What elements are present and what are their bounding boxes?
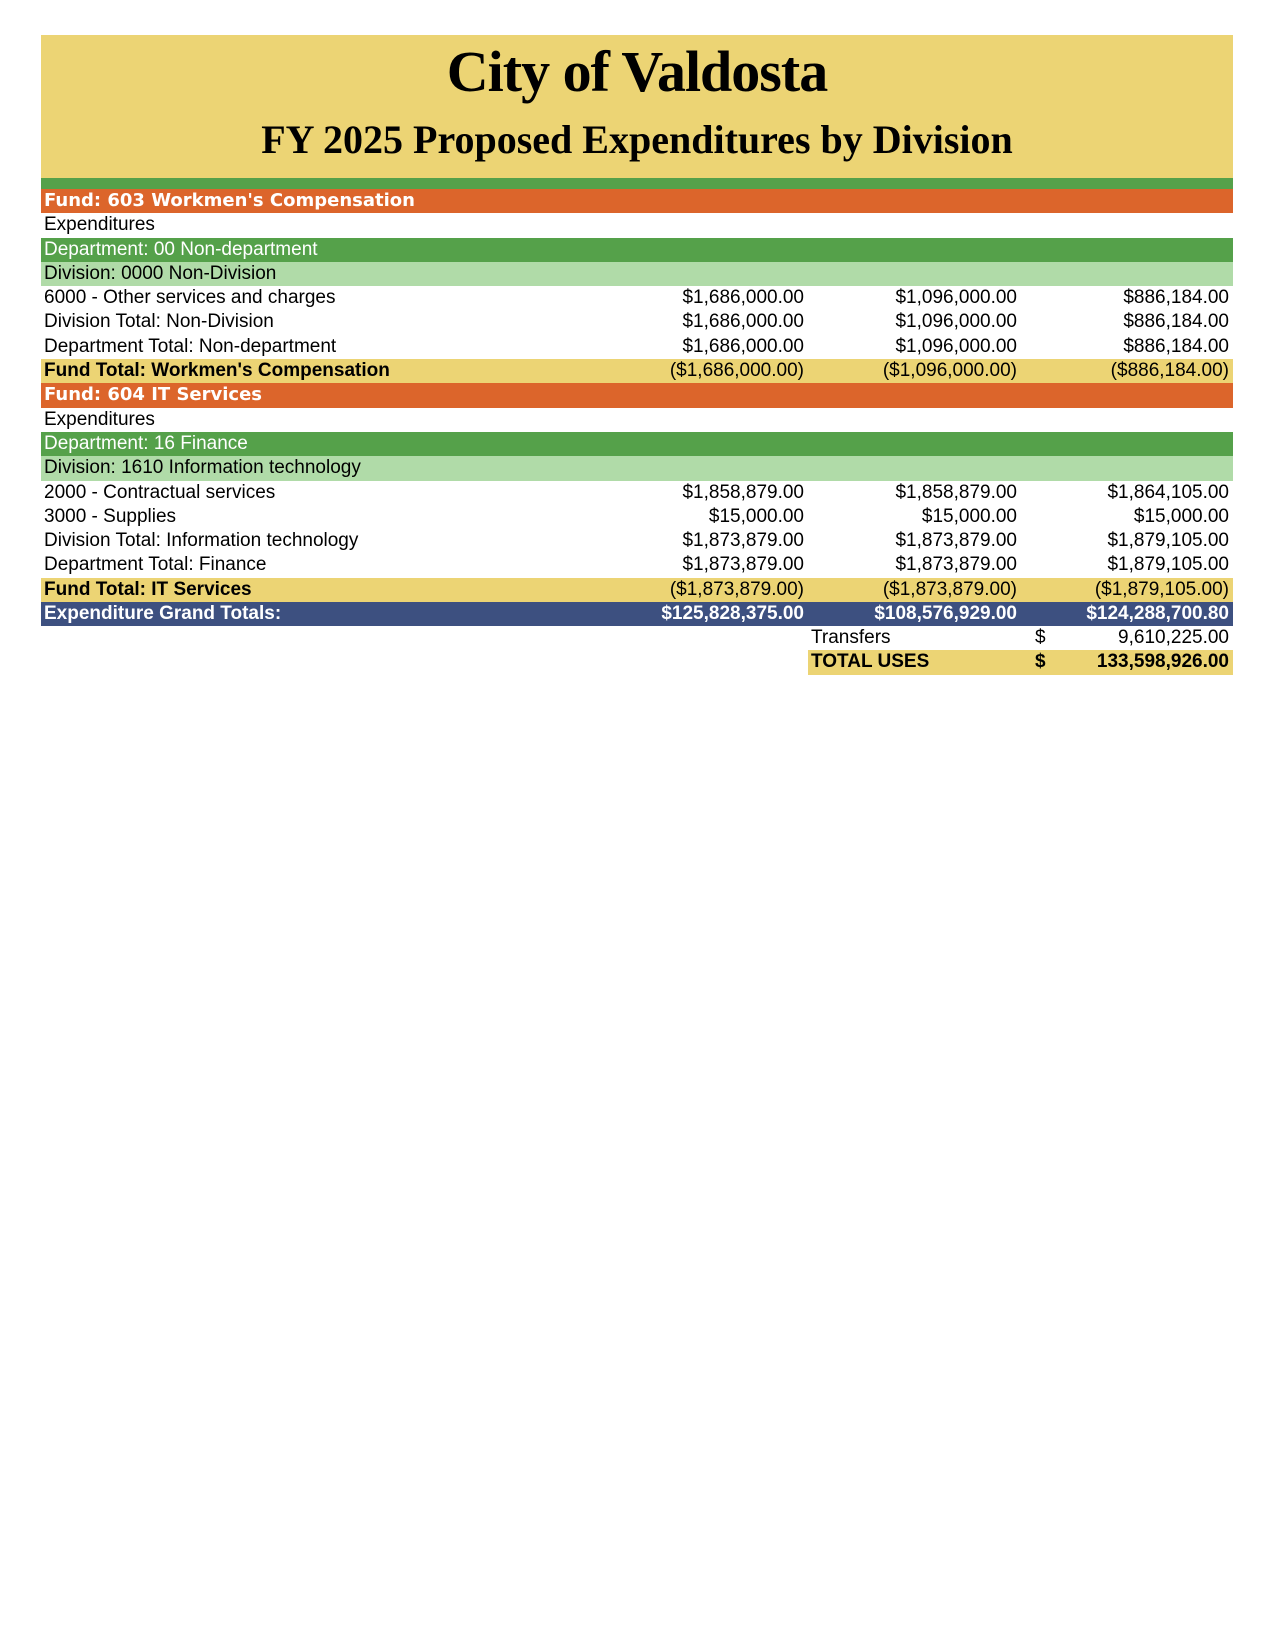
department-label: Department: 00 Non-department <box>44 238 318 260</box>
fund-label: Fund: 604 IT Services <box>44 384 263 406</box>
grand-total-row <box>41 602 1233 626</box>
department-total-label: Department Total: Finance <box>44 554 267 576</box>
total-uses-row <box>808 650 1233 674</box>
report-subtitle: FY 2025 Proposed Expenditures by Division <box>261 117 1013 162</box>
department-header-row <box>41 238 1233 262</box>
amount-col-3: $886,184.00 <box>1123 311 1229 333</box>
line-item-row <box>41 505 1233 529</box>
fund-total-row <box>41 359 1233 383</box>
amount-col-1: $125,828,375.00 <box>661 603 804 625</box>
grand-total-label: Expenditure Grand Totals: <box>44 603 282 625</box>
amount-col-2: $1,096,000.00 <box>895 311 1017 333</box>
line-item-label: 6000 - Other services and charges <box>44 287 336 309</box>
fund-total-label: Fund Total: IT Services <box>44 578 252 600</box>
division-total-label: Division Total: Information technology <box>44 530 359 552</box>
amount-col-2: $108,576,929.00 <box>874 603 1017 625</box>
section-label: Expenditures <box>44 214 155 236</box>
currency-symbol: $ <box>1035 627 1046 648</box>
amount-col-1: $1,686,000.00 <box>682 287 804 309</box>
fund-header-row <box>41 189 1233 213</box>
amount-col-3: $886,184.00 <box>1123 335 1229 357</box>
section-row <box>41 408 1233 432</box>
section-label: Expenditures <box>44 408 155 430</box>
department-total-label: Department Total: Non-department <box>44 335 337 357</box>
amount-col-3: $124,288,700.80 <box>1086 603 1229 625</box>
expenditure-table <box>41 189 1233 626</box>
amount-col-3: $15,000.00 <box>1133 505 1229 527</box>
line-item-row <box>41 286 1233 310</box>
transfers-row <box>808 626 1233 650</box>
total-uses-amount: 133,598,926.00 <box>1096 651 1229 673</box>
amount-col-1: $1,858,879.00 <box>682 481 804 503</box>
uses-summary <box>808 626 1233 675</box>
amount-col-2: $1,096,000.00 <box>895 287 1017 309</box>
amount-col-1: $1,873,879.00 <box>682 530 804 552</box>
amount-col-3: $1,879,105.00 <box>1107 530 1229 552</box>
currency-symbol: $ <box>1035 651 1046 673</box>
amount-col-2: ($1,873,879.00) <box>882 578 1017 600</box>
division-header-row <box>41 262 1233 286</box>
amount-col-2: $1,096,000.00 <box>895 335 1017 357</box>
amount-col-3: $1,864,105.00 <box>1107 481 1229 503</box>
division-total-label: Division Total: Non-Division <box>44 311 274 333</box>
amount-col-2: $15,000.00 <box>921 505 1017 527</box>
department-total-row <box>41 335 1233 359</box>
section-row <box>41 213 1233 237</box>
report-title: City of Valdosta <box>446 39 828 104</box>
amount-col-1: ($1,686,000.00) <box>669 360 804 382</box>
fund-total-label: Fund Total: Workmen's Compensation <box>44 360 390 382</box>
amount-col-3: $1,879,105.00 <box>1107 554 1229 576</box>
amount-col-3: ($886,184.00) <box>1110 360 1229 382</box>
amount-col-1: $1,686,000.00 <box>682 311 804 333</box>
amount-col-2: $1,873,879.00 <box>895 554 1017 576</box>
amount-col-1: ($1,873,879.00) <box>669 578 804 600</box>
amount-col-1: $15,000.00 <box>708 505 804 527</box>
amount-col-3: ($1,879,105.00) <box>1094 578 1229 600</box>
amount-col-1: $1,686,000.00 <box>682 335 804 357</box>
total-uses-label: TOTAL USES <box>811 651 930 673</box>
fund-header-row <box>41 383 1233 407</box>
fund-label: Fund: 603 Workmen's Compensation <box>44 190 415 211</box>
transfers-amount: 9,610,225.00 <box>1118 627 1229 648</box>
division-total-row <box>41 529 1233 553</box>
division-header-row <box>41 456 1233 480</box>
line-item-label: 3000 - Supplies <box>44 505 177 527</box>
line-item-label: 2000 - Contractual services <box>44 481 276 503</box>
report-header <box>41 35 1233 178</box>
division-label: Division: 1610 Information technology <box>44 457 361 479</box>
division-label: Division: 0000 Non-Division <box>44 262 277 284</box>
amount-col-3: $886,184.00 <box>1123 287 1229 309</box>
division-total-row <box>41 310 1233 334</box>
amount-col-2: $1,858,879.00 <box>895 481 1017 503</box>
department-header-row <box>41 432 1233 456</box>
line-item-row <box>41 481 1233 505</box>
header-divider <box>41 178 1233 189</box>
amount-col-1: $1,873,879.00 <box>682 554 804 576</box>
amount-col-2: ($1,096,000.00) <box>882 360 1017 382</box>
department-total-row <box>41 553 1233 577</box>
fund-total-row <box>41 578 1233 602</box>
transfers-label: Transfers <box>811 627 891 648</box>
amount-col-2: $1,873,879.00 <box>895 530 1017 552</box>
department-label: Department: 16 Finance <box>44 432 248 454</box>
